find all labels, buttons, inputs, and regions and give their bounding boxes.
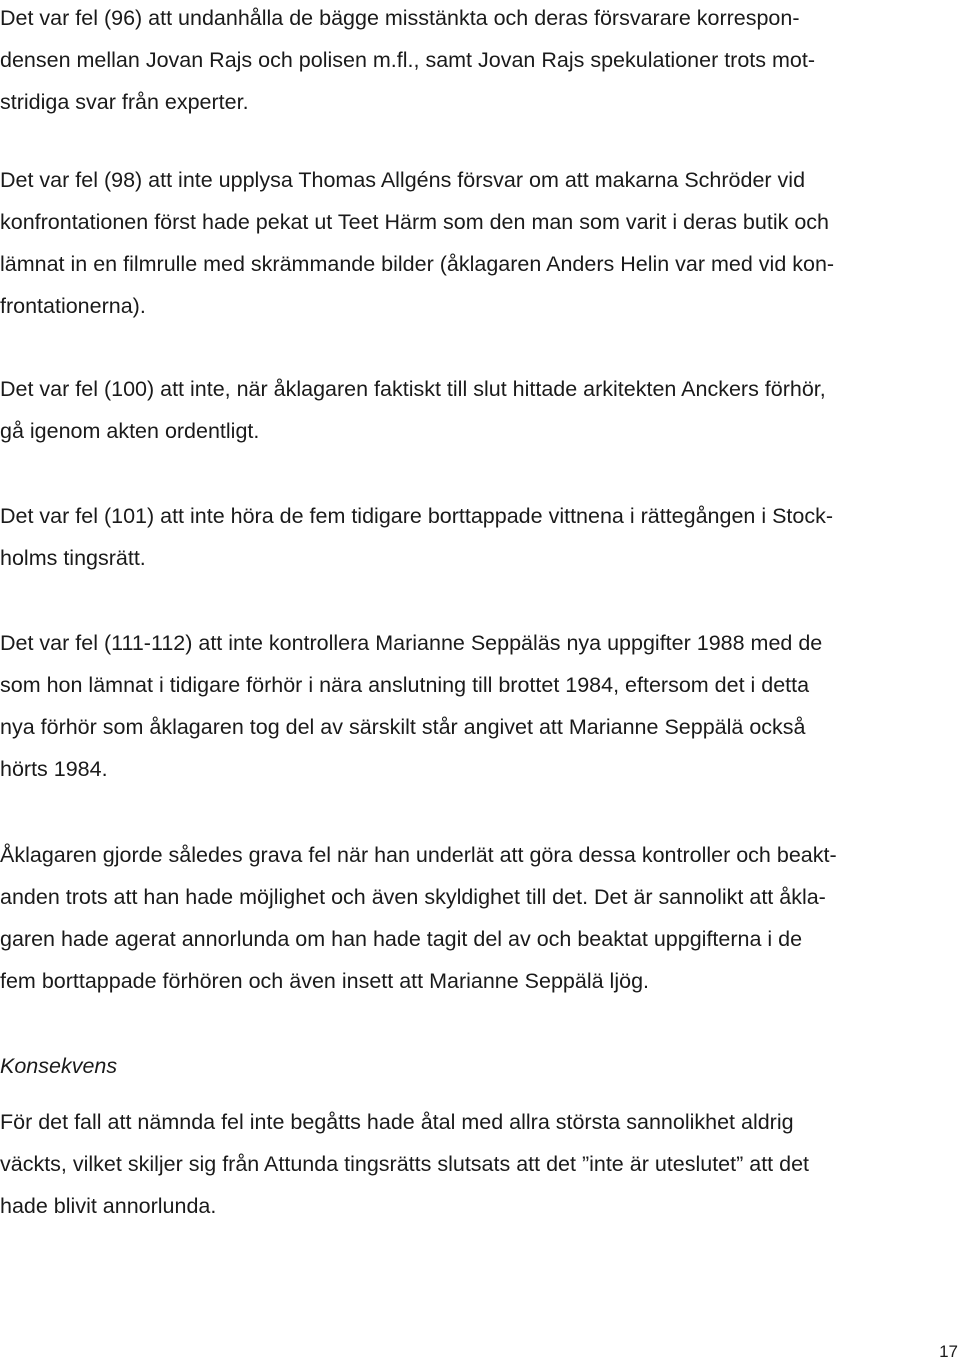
paragraph-conclusion: För det fall att nämnda fel inte begåtts hade åtal med allra största sannolikhet aldrig väckts, vilket skiljer sig från Attunda tingsrätts slutsats att det ”inte är uteslutet” att det hade blivit annorlunda. — [0, 1110, 810, 1218]
paragraph-prosecutor-errors: Åklagaren gjorde således grava fel när han underlät att göra dessa kontroller och beakt- anden trots att han hade möjlighet och även skyldighet till det. Det är sannolikt att åkla- garen hade agerat annorlunda om han hade tagit del av och beaktat uppgifterna i de fem borttappade förhören och även insett att Marianne Seppälä ljög. — [0, 843, 837, 993]
paragraph-interrogation-100: Det var fel (100) att inte, när åklagaren faktiskt till slut hittade arkitekten Anckers förhör, gå igenom akten ordentligt. — [0, 377, 826, 443]
paragraph-disclosure-96: Det var fel (96) att undanhålla de bägge misstänkta och deras försvarare korrespon- densen mellan Jovan Rajs och polisen m.fl., samt Jovan Rajs spekulationer trots mot- stridiga svar från experter. — [0, 6, 815, 114]
paragraph-confrontation-98: Det var fel (98) att inte upplysa Thomas Allgéns försvar om att makarna Schröder vid konfrontationen först hade pekat ut Teet Härm som den man som varit i deras butik och lämnat in en filmrulle med skrämmande bilder (åklagaren Anders Helin var med vid kon- frontationerna). — [0, 168, 835, 318]
paragraph-seppala-111-112: Det var fel (111-112) att inte kontrollera Marianne Seppäläs nya uppgifter 1988 med de som hon lämnat i tidigare förhör i nära anslutning till brottet 1984, eftersom det i detta nya förhör som åklagaren tog del av särskilt står angivet att Marianne Seppälä också hörts 1984. — [0, 631, 823, 781]
page-number: 17 — [939, 1342, 958, 1361]
section-heading: Konsekvens — [0, 1054, 118, 1078]
paragraph-witnesses-101: Det var fel (101) att inte höra de fem tidigare borttappade vittnena i rättegången i Stock- holms tingsrätt. — [0, 504, 834, 570]
